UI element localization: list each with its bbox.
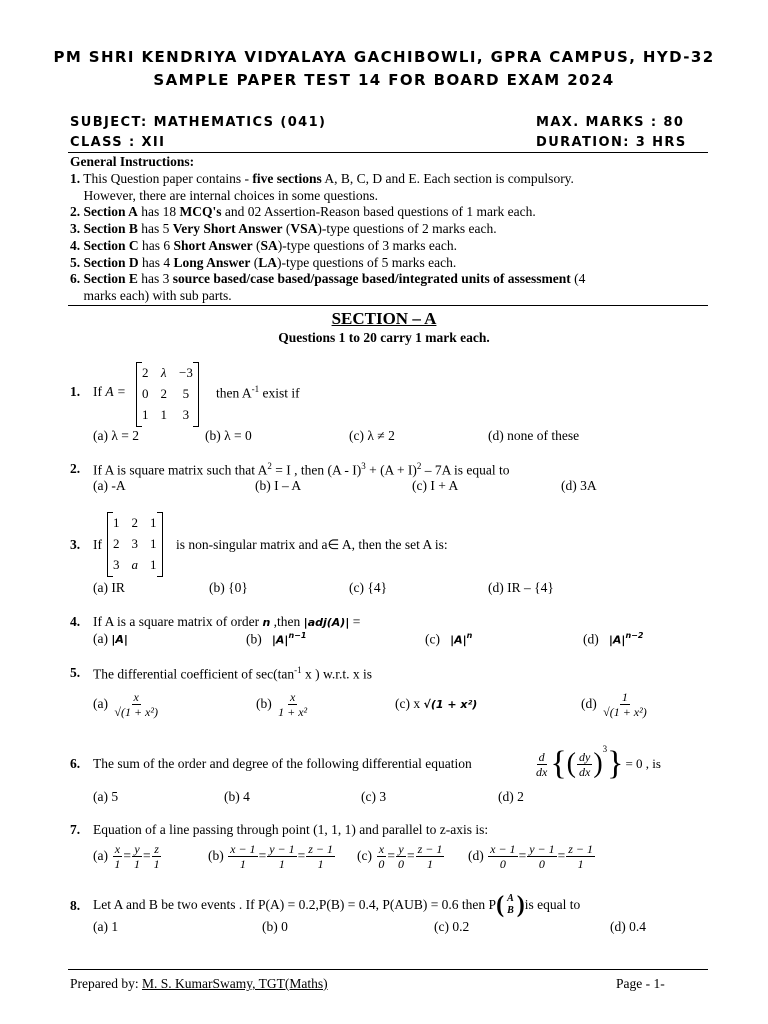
matrix-cell: λ <box>160 364 167 380</box>
option-d[interactable]: (d) IR – {4} <box>488 580 554 595</box>
instructions-divider <box>68 305 708 306</box>
test-title: SAMPLE PAPER TEST 14 FOR BOARD EXAM 2024 <box>153 71 615 89</box>
matrix-a <box>136 362 199 425</box>
option-b[interactable]: (b) $\frac{x}{\text{1 + x²}}$ <box>256 689 308 719</box>
instructions-list <box>70 171 670 305</box>
matrix-cell: −3 <box>179 364 193 380</box>
question-text: If A = <box>93 384 126 399</box>
question-text-tail: then $A^{-1}$ exist if <box>216 384 300 401</box>
option-c[interactable]: (c) 3 <box>361 789 387 804</box>
duration: DURATION: 3 HRS <box>536 135 687 150</box>
option-c[interactable]: (c) $\frac{x}{0}$ = $\frac{y}{0}$ = $\frac{z - 1}{1}$ <box>357 841 443 871</box>
option-a[interactable]: (a) 5 <box>93 789 119 804</box>
matrix-cell: 1 <box>160 406 167 422</box>
question-text: The sum of the order and degree of the following differential equation <box>93 756 472 771</box>
instruction-item: 3. Section B has 5 Very Short Answer (VSA)-type questions of 2 marks each. <box>70 221 497 237</box>
option-d[interactable]: (d) $|A|^{n-2}$ <box>583 631 644 647</box>
question-text: Let A and B be two events . If P(A) = 0.2,P(B) = 0.4, P(AUB) = 0.6 then P ( A B ) is equal to <box>93 892 581 918</box>
question-number: 4. <box>70 614 81 629</box>
question-number: 3. <box>70 537 81 552</box>
question-number: 7. <box>70 822 81 837</box>
matrix-cell: 1 <box>113 514 120 530</box>
option-b[interactable]: (b) 0 <box>262 919 288 934</box>
matrix-cell: 1 <box>142 406 149 422</box>
option-b[interactable]: (b) {0} <box>209 580 248 595</box>
matrix-cell: 3 <box>182 406 190 422</box>
matrix-cell: 5 <box>182 385 190 401</box>
matrix-cell: 1 <box>150 514 157 530</box>
option-a[interactable]: (a) -A <box>93 478 126 493</box>
matrix-3 <box>107 512 163 575</box>
option-a[interactable]: (a) IR <box>93 580 125 595</box>
matrix-cell: 2 <box>113 535 120 551</box>
option-a[interactable]: (a) $\frac{x}{1}$ = $\frac{y}{1}$ = $\frac{z}{1}$ <box>93 841 160 871</box>
instruction-item: 1. This Question paper contains - five sections A, B, C, D and E. Each section is compulsory. However, there are internal choices in some questions. <box>70 171 574 203</box>
question-text-tail: is non-singular matrix and a∈ A, then the set A is: <box>176 537 448 552</box>
instruction-item: 4. Section C has 6 Short Answer (SA)-type questions of 3 marks each. <box>70 237 457 253</box>
instruction-item: 6. Section E has 3 source based/case based/passage based/integrated units of assessment (4 marks each) with sub parts. <box>70 271 586 303</box>
matrix-row <box>107 554 163 575</box>
question-text: If A is square matrix such that $A^2 = I$ , then $(A - I)^3 + (A + I)^2 - 7A$ is equal to <box>93 461 510 478</box>
option-c[interactable]: (c) {4} <box>349 580 388 595</box>
school-name: PM SHRI KENDRIYA VIDYALAYA GACHIBOWLI, GPRA CAMPUS, HYD-32 <box>53 48 715 66</box>
option-c[interactable]: (c) I + A <box>412 478 459 493</box>
header-divider <box>68 152 708 153</box>
max-marks: MAX. MARKS : 80 <box>536 115 685 130</box>
matrix-cell: 2 <box>131 514 138 530</box>
differential-equation: $\frac{d}{dx}$ { ( $\frac{dy}{dx}$ ) $^3$ } = 0 , is <box>536 744 661 782</box>
option-b[interactable]: (b) $\frac{x - 1}{1}$ = $\frac{y - 1}{1}$ = $\frac{z - 1}{1}$ <box>208 841 334 871</box>
question-number: 8. <box>70 898 81 913</box>
matrix-cell: 1 <box>150 556 157 572</box>
question-text: The differential coefficient of $\sec(\tan^{-1}$ x ) w.r.t. x is <box>93 665 373 682</box>
matrix-row <box>136 362 199 383</box>
matrix-cell: 2 <box>160 385 167 401</box>
section-subtitle: Questions 1 to 20 carry 1 mark each. <box>278 330 490 345</box>
option-c[interactable]: (c) x √(1 + x²) <box>395 696 478 711</box>
matrix-cell: 1 <box>150 535 157 551</box>
class-label: CLASS : XII <box>70 135 166 150</box>
matrix-cell: 3 <box>131 535 138 551</box>
subject-label: SUBJECT: MATHEMATICS (041) <box>70 115 327 130</box>
option-c[interactable]: (c) $|A|^n$ <box>425 631 473 647</box>
question-text: If A is a square matrix of order n ,then |adj(A)| = <box>93 614 361 629</box>
question-number: 6. <box>70 756 81 771</box>
option-b[interactable]: (b) $|A|^{n-1}$ <box>246 631 307 647</box>
option-c[interactable]: (c) 0.2 <box>434 919 470 934</box>
matrix-row <box>136 404 199 425</box>
option-d[interactable]: (d) none of these <box>488 428 580 443</box>
instruction-text: This Question paper contains - five sections A, B, C, D and E. Each section is compulsory. However, there are internal choices in some questions. <box>70 171 574 203</box>
matrix-cell: 0 <box>142 385 149 401</box>
option-a[interactable]: (a) |A| <box>93 631 128 646</box>
instruction-item: 5. Section D has 4 Long Answer (LA)-type questions of 5 marks each. <box>70 254 457 270</box>
question-number: 5. <box>70 665 81 680</box>
question-text: Equation of a line passing through point (1, 1, 1) and parallel to z-axis is: <box>93 822 489 837</box>
option-c[interactable]: (c) λ ≠ 2 <box>349 428 395 443</box>
option-a[interactable]: (a) $\frac{x}{\text{√(1 + x²)}}$ <box>93 689 158 719</box>
matrix-row <box>136 383 199 404</box>
instructions-title: General Instructions: <box>70 154 195 169</box>
option-d[interactable]: (d) $\frac{x - 1}{0}$ = $\frac{y - 1}{0}$ = $\frac{z - 1}{1}$ <box>468 841 594 871</box>
option-b[interactable]: (b) λ = 0 <box>205 428 252 443</box>
footer-credit: Prepared by: M. S. KumarSwamy, TGT(Maths) <box>70 976 328 991</box>
matrix-cell: a <box>131 556 138 572</box>
matrix-row <box>107 533 163 554</box>
option-d[interactable]: (d) 0.4 <box>610 919 646 934</box>
question-text: If <box>93 537 102 552</box>
option-d[interactable]: (d) 3A <box>561 478 597 493</box>
option-a[interactable]: (a) λ = 2 <box>93 428 140 443</box>
section-title: SECTION – A <box>331 309 437 328</box>
page-number: Page - 1- <box>616 976 665 991</box>
instruction-item: 2. Section A has 18 MCQ's and 02 Assertion-Reason based questions of 1 mark each. <box>70 204 536 220</box>
matrix-cell: 2 <box>142 364 149 380</box>
matrix-cell: 3 <box>113 556 120 572</box>
option-d[interactable]: (d) $\frac{1}{\text{√(1 + x²)}}$ <box>581 689 647 719</box>
question-number: 2. <box>70 461 81 476</box>
option-b[interactable]: (b) 4 <box>224 789 250 804</box>
footer-divider <box>68 969 708 970</box>
option-b[interactable]: (b) I – A <box>255 478 302 493</box>
option-a[interactable]: (a) 1 <box>93 919 119 934</box>
matrix-row <box>107 512 163 533</box>
question-number: 1. <box>70 384 81 399</box>
option-d[interactable]: (d) 2 <box>498 789 524 804</box>
